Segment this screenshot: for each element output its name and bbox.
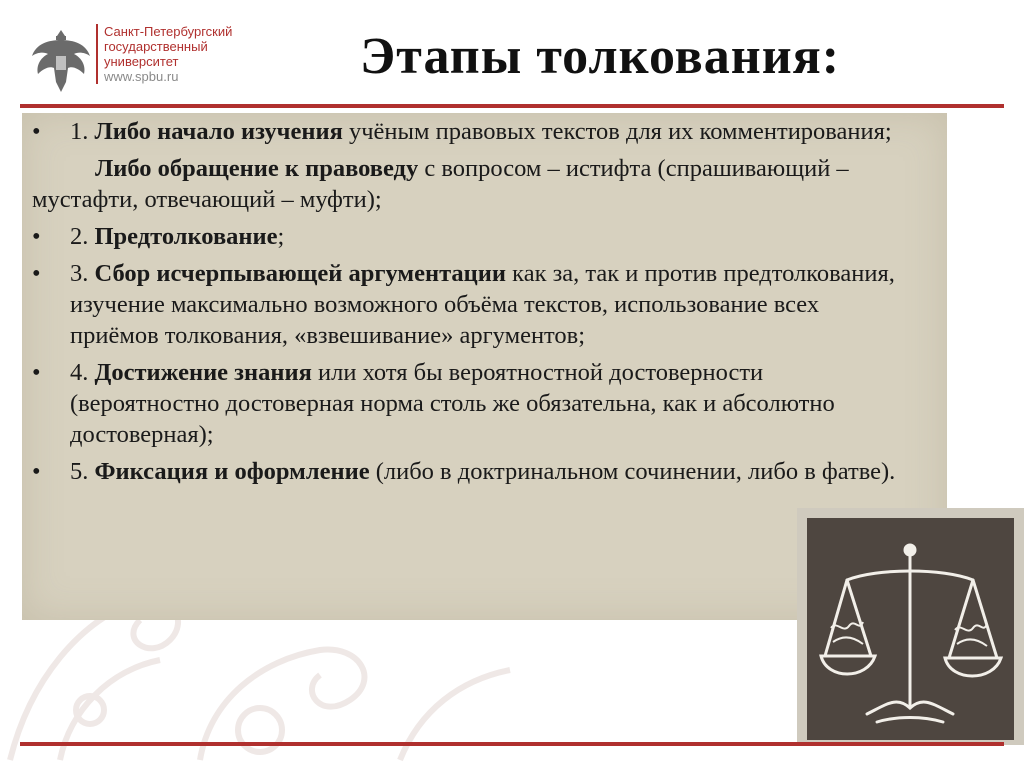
item-number: 2. [70, 223, 95, 250]
bottom-divider [20, 742, 1004, 746]
list-item-continuation [32, 153, 912, 215]
university-line: университет [104, 54, 179, 69]
university-emblem-icon [28, 22, 94, 96]
item-heading: Фиксация и оформление [94, 458, 370, 485]
list-item [32, 456, 912, 487]
list-item [32, 258, 912, 351]
university-line: государственный [104, 39, 208, 54]
university-website[interactable]: www.spbu.ru [104, 69, 179, 84]
item-heading: Либо начало изучения [94, 118, 343, 145]
item-text: (либо в доктринальном сочинении, либо в фатве). [369, 458, 896, 485]
item-heading: Сбор исчерпывающей аргументации [94, 260, 507, 287]
item-text: ; [277, 223, 285, 250]
item-text: или хотя бы вероятностной достоверности (вероятностно достоверная норма столь же обязательна, как и абсолютно достоверная); [70, 359, 835, 448]
item-text: с вопросом – истифта (спрашивающий – мустафти, отвечающий – муфти); [32, 155, 849, 213]
item-number: 1. [70, 118, 95, 145]
scales-image [797, 508, 1024, 745]
top-divider [20, 104, 1004, 108]
scales-of-justice-icon [807, 518, 1014, 740]
list-item [32, 221, 912, 252]
item-text: как за, так и против предтолкования, изучение максимально возможного объёма текстов, использование всех приёмов толкования, «взвешивание» аргументов; [70, 260, 895, 349]
bullet: • [32, 359, 41, 386]
item-heading: Достижение знания [94, 359, 312, 386]
item-number: 3. [70, 260, 95, 287]
stages-list [32, 116, 912, 493]
list-item [32, 357, 912, 450]
item-text: учёным правовых текстов для их комментирования; [342, 118, 892, 145]
bullet: • [32, 223, 41, 250]
bullet: • [32, 458, 41, 485]
item-number: 4. [70, 359, 95, 386]
bullet: • [32, 260, 41, 287]
bullet: • [32, 118, 41, 145]
scales-image-background [807, 518, 1014, 740]
university-line: Санкт-Петербургский [104, 24, 233, 39]
university-name [96, 24, 232, 84]
item-heading: Предтолкование [94, 223, 278, 250]
item-number: 5. [70, 458, 95, 485]
list-item [32, 116, 912, 147]
slide-title: Этапы толкования: [360, 28, 841, 85]
item-heading: Либо обращение к правоведу [95, 155, 419, 182]
